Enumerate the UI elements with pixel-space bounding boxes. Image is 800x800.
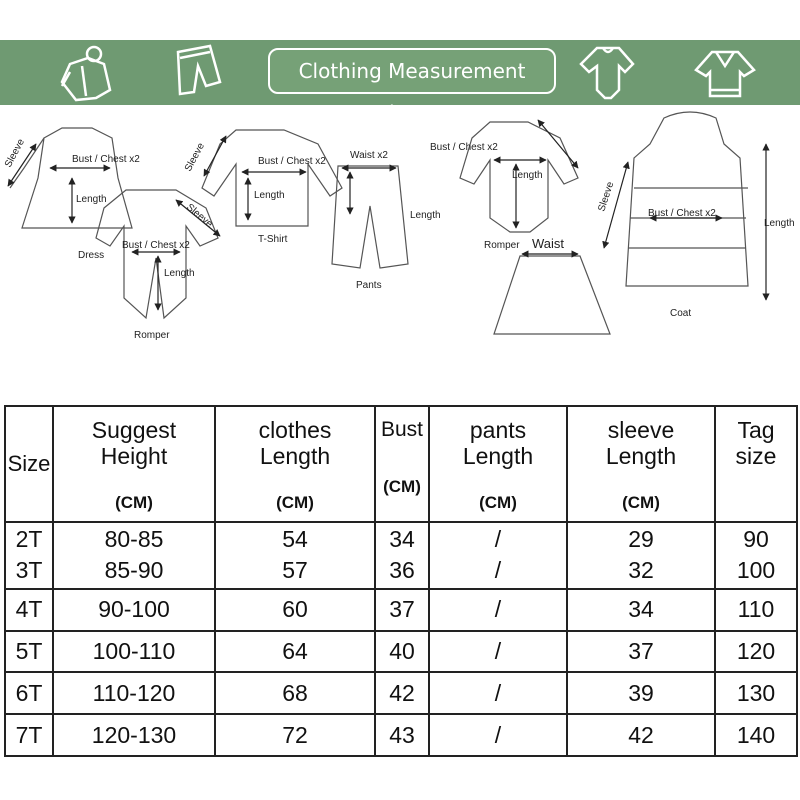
header-banner: [0, 40, 800, 125]
romper-left-sleeve-label: Sleeve: [184, 201, 215, 230]
tshirt-name-label: T-Shirt: [258, 234, 288, 245]
pants-waist-label: Waist x2: [350, 150, 388, 161]
tshirt-length-label: Length: [254, 190, 285, 201]
cell-clothes-length: 64: [215, 631, 375, 673]
cell-height: 90-100: [53, 589, 215, 631]
cell-size: 6T: [5, 672, 53, 714]
sweater-icon: [690, 42, 760, 104]
cell-size: 2T 3T: [5, 522, 53, 589]
table-row: [5, 631, 797, 673]
cell-height: 120-130: [53, 714, 215, 756]
header-suggest-height: Suggest Height (CM): [53, 406, 215, 522]
cell-clothes-length: 60: [215, 589, 375, 631]
dress-name-label: Dress: [78, 250, 105, 261]
cell-bust: 43: [375, 714, 429, 756]
skirt-waist-label: Waist: [532, 236, 565, 251]
cell-tag-size: 130: [715, 672, 797, 714]
romper-icon: [575, 42, 640, 104]
cell-bust: 34 36: [375, 522, 429, 589]
measurement-diagram: [0, 108, 800, 358]
coat-icon: [52, 42, 122, 104]
romper-left-bust-label: Bust / Chest x2: [122, 240, 190, 251]
tshirt-bust-label: Bust / Chest x2: [258, 156, 326, 167]
banner-title: Clothing Measurement schemes: [268, 48, 556, 94]
table-row: [5, 522, 797, 589]
cell-pants-length: / /: [429, 522, 567, 589]
romper-right-name-label: Romper: [484, 240, 520, 251]
cell-sleeve-length: 37: [567, 631, 715, 673]
cell-size: 7T: [5, 714, 53, 756]
cell-clothes-length: 68: [215, 672, 375, 714]
cell-size: 4T: [5, 589, 53, 631]
cell-clothes-length: 54 57: [215, 522, 375, 589]
cell-height: 80-85 85-90: [53, 522, 215, 589]
romper-right-length-label: Length: [512, 170, 543, 181]
skirt-outline: [494, 256, 610, 334]
cell-height: 110-120: [53, 672, 215, 714]
cell-pants-length: /: [429, 672, 567, 714]
pants-outline: [332, 166, 408, 268]
table-header-row: [5, 406, 797, 522]
header-tag-size: Tag size: [715, 406, 797, 522]
cell-sleeve-length: 29 32: [567, 522, 715, 589]
romper-right-bust-label: Bust / Chest x2: [430, 142, 498, 153]
cell-pants-length: /: [429, 589, 567, 631]
table-row: [5, 589, 797, 631]
header-clothes-length: clothes Length (CM): [215, 406, 375, 522]
table-row: [5, 714, 797, 756]
cell-size: 5T: [5, 631, 53, 673]
cell-bust: 40: [375, 631, 429, 673]
header-sleeve-length: sleeve Length (CM): [567, 406, 715, 522]
pants-length-label: Length: [410, 210, 441, 221]
romper-left-name-label: Romper: [134, 330, 170, 341]
tshirt-outline: [202, 130, 342, 226]
coat-outline: [626, 112, 748, 286]
cell-bust: 37: [375, 589, 429, 631]
coat-sleeve-label: Sleeve: [596, 180, 617, 213]
cell-sleeve-length: 34: [567, 589, 715, 631]
cell-sleeve-length: 39: [567, 672, 715, 714]
coat-length-label: Length: [764, 218, 795, 229]
romper-right-sleeve-arrow: [538, 120, 578, 168]
romper-left-length-label: Length: [164, 268, 195, 279]
dress-length-label: Length: [76, 194, 107, 205]
header-bust: Bust (CM): [375, 406, 429, 522]
dress-sleeve-label: Sleeve: [2, 137, 28, 170]
coat-name-label: Coat: [670, 308, 692, 319]
cell-clothes-length: 72: [215, 714, 375, 756]
cell-height: 100-110: [53, 631, 215, 673]
header-size: Size: [5, 406, 53, 522]
pants-icon: [170, 42, 230, 104]
cell-tag-size: 90 100: [715, 522, 797, 589]
table-row: [5, 672, 797, 714]
dress-outline: [22, 128, 132, 228]
cell-tag-size: 120: [715, 631, 797, 673]
header-pants-length: pants Length (CM): [429, 406, 567, 522]
cell-sleeve-length: 42: [567, 714, 715, 756]
cell-pants-length: /: [429, 631, 567, 673]
dress-bust-label: Bust / Chest x2: [72, 154, 140, 165]
tshirt-sleeve-label: Sleeve: [182, 141, 208, 174]
size-chart-table: [4, 405, 798, 757]
pants-name-label: Pants: [356, 280, 382, 291]
cell-tag-size: 140: [715, 714, 797, 756]
cell-tag-size: 110: [715, 589, 797, 631]
cell-bust: 42: [375, 672, 429, 714]
tshirt-sleeve-arrow: [204, 136, 226, 176]
coat-bust-label: Bust / Chest x2: [648, 208, 716, 219]
cell-pants-length: /: [429, 714, 567, 756]
